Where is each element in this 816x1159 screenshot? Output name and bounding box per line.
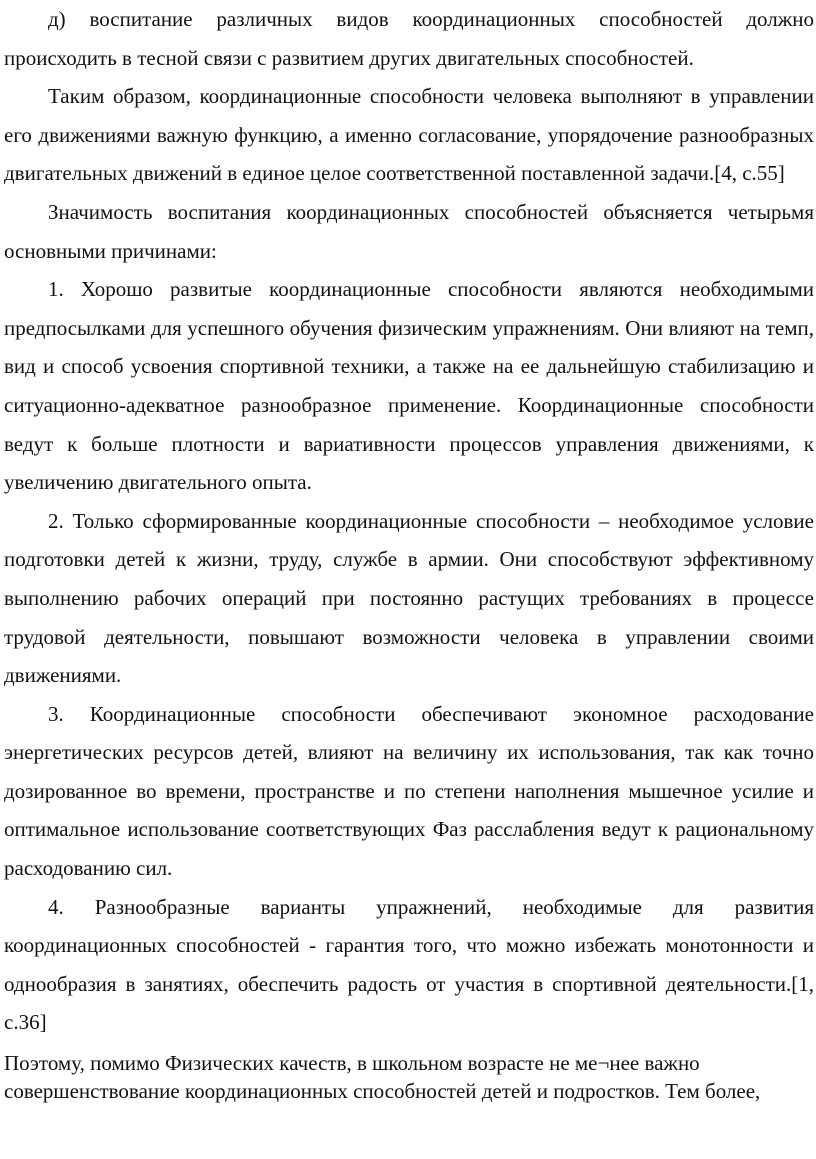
paragraph-therefore: Поэтому, помимо Физических качеств, в школьном возрасте не ме¬нее важно совершенствование координационных способностей детей и подростков. Тем более,	[4, 1051, 761, 1104]
paragraph-reason-3: 3. Координационные способности обеспечивают экономное расходование энергетических ресурсов детей, влияют на величину их использования, так как точно дозированное во времени, пространстве и по степени наполнения мышечное усилие и оптимальное использование соответствующих Фаз расслабления ведут к рациональному расходованию сил.	[4, 701, 814, 881]
paragraph-conclusion: Таким образом, координационные способности человека выполняют в управлении его движениями важную функцию, а именно согласование, упорядочение разнообразных двигательных движений в единое целое соответственной поставленной задачи.[4, с.55]	[4, 84, 814, 186]
paragraph-reason-4: 4. Разнообразные варианты упражнений, необходимые для развития координационных способностей - гарантия того, что можно избежать монотонности и однообразия в занятиях, обеспечить радость от участия в спортивной деятельности.[1, с.36]	[4, 894, 814, 1035]
paragraph-reason-1: 1. Хорошо развитые координационные способности являются необходимыми предпосылками для успешного обучения физическим упражнениям. Они влияют на темп, вид и способ усвоения спортивной техники, а также на ее дальнейшую стабилизацию и ситуационно-адекватное разнообразное применение. Координационные способности ведут к больше плотности и вариативности процессов управления движениями, к увеличению двигательного опыта.	[4, 277, 814, 495]
paragraph-reason-2: 2. Только сформированные координационные способности – необходимое условие подготовки детей к жизни, труду, службе в армии. Они способствуют эффективному выполнению рабочих операций при постоянно растущих требованиях в процессе трудовой деятельности, повышают возможности человека в управлении своими движениями.	[4, 508, 814, 688]
document-page	[4, 0, 814, 1105]
paragraph-significance: Значимость воспитания координационных способностей объясняется четырьмя основными причинами:	[4, 199, 814, 263]
paragraph-item-d: д) воспитание различных видов координационных способностей должно происходить в тесной связи с развитием других двигательных способностей.	[4, 7, 814, 70]
